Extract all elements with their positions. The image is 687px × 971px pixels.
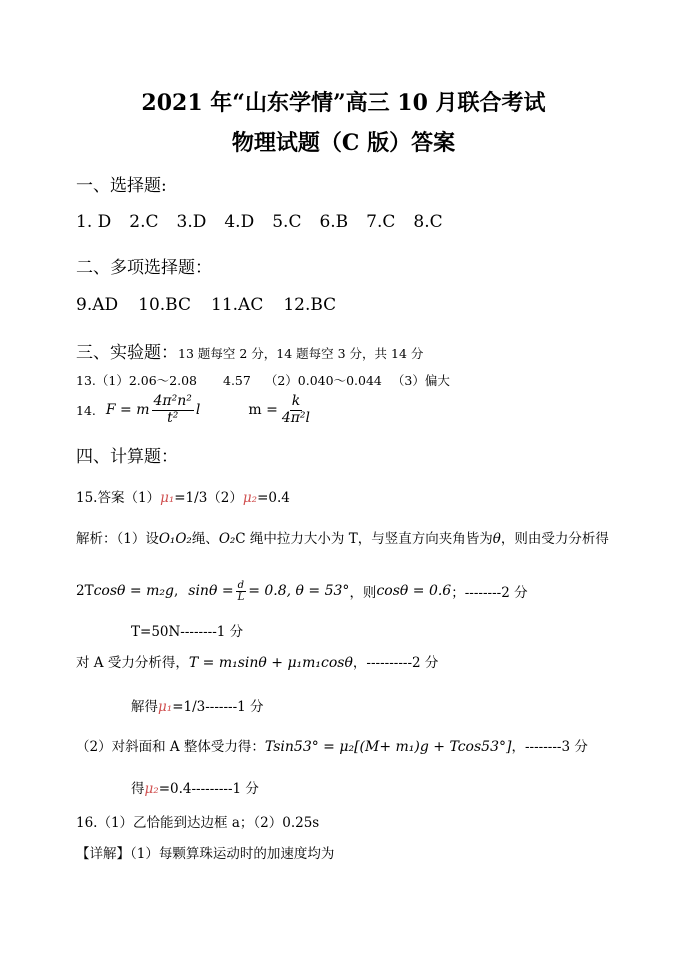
- q14-label: 14.: [76, 402, 96, 418]
- answer-10: 10.BC: [138, 295, 191, 315]
- eq-d: d: [237, 579, 245, 591]
- solve-mu1-symbol: μ₁: [158, 699, 173, 715]
- part2-prefix: （2）对斜面和 A 整体受力得：: [76, 739, 265, 755]
- eq-score: ；--------2 分: [451, 585, 528, 601]
- title-line-2: 物理试题（C 版）答案: [231, 130, 456, 156]
- q13-value-2: 4.57: [223, 373, 251, 388]
- q14-eq1-denominator: t²: [167, 409, 179, 426]
- section4-heading: 四、计算题：: [76, 447, 178, 467]
- answer-8: 8.C: [413, 212, 443, 232]
- q14-eq1-tail: l: [195, 402, 201, 418]
- o2-symbol: O₂: [218, 531, 236, 547]
- eq-theta-value: , θ = 53°: [286, 583, 350, 599]
- solve-mu1-prefix: 解得: [131, 699, 158, 715]
- q15-answer-2: =0.4: [257, 490, 290, 506]
- eq-sin-value: = 0.8: [248, 583, 287, 599]
- analysis-part-b: 绳、: [191, 531, 219, 547]
- a-force-prefix: 对 A 受力分析得，: [76, 655, 189, 671]
- eq-2t: 2T: [76, 583, 94, 599]
- answer-2: 2.C: [129, 212, 159, 232]
- q15-answer-1: =1/3（2）: [174, 490, 243, 506]
- o1o2-symbol: O₁O₂: [158, 531, 192, 547]
- answer-12: 12.BC: [283, 295, 337, 315]
- part2-equation: Tsin53° = μ₂[(M+ m₁)g + Tcos53°]: [264, 739, 512, 755]
- eq-then: ，则: [349, 585, 377, 601]
- answer-11: 11.AC: [211, 295, 264, 315]
- solve-mu1-value: =1/3-------1 分: [172, 699, 264, 715]
- answer-4: 4.D: [224, 212, 255, 232]
- theta-symbol: θ: [492, 531, 501, 547]
- eq-sin-theta: sinθ =: [188, 583, 234, 599]
- section2-heading: 二、多项选择题：: [76, 258, 212, 278]
- q14-eq1-numerator: 4π²n²: [153, 393, 192, 410]
- answer-6: 6.B: [319, 212, 349, 232]
- a-force-score: ，----------2 分: [352, 655, 439, 671]
- solve-mu2-prefix: 得: [131, 781, 145, 797]
- section1-answers: [76, 212, 443, 232]
- q15-answer-prefix: 15.答案（1）: [76, 490, 161, 506]
- solve-mu2-line: [131, 777, 259, 797]
- q15-equation-line: [76, 574, 528, 608]
- a-force-equation: T = m₁sinθ + μ₁m₁cosθ: [188, 655, 353, 671]
- eq-cos-value: cosθ = 0.6: [376, 583, 452, 599]
- q14-eq2-denominator: 4π²l: [281, 409, 311, 426]
- mu2-symbol: μ₂: [242, 490, 258, 506]
- eq-cos-balance: cosθ = m₂g: [93, 583, 174, 599]
- q16-answer-line: 16.（1）乙恰能到达边框 a；（2）0.25s: [76, 815, 320, 831]
- t-value-line: T=50N--------1 分: [131, 624, 244, 640]
- answer-1: 1. D: [76, 212, 112, 232]
- q14-eq2-numerator: k: [291, 393, 301, 410]
- q14-eq1-fraction: [152, 394, 194, 426]
- section3-note: 13 题每空 2 分，14 题每空 3 分，共 14 分: [178, 346, 424, 361]
- section3-heading-line: [76, 338, 423, 363]
- solve-mu1-line: [131, 695, 264, 715]
- q14-line: [76, 390, 314, 430]
- q15-analysis-line: [76, 527, 609, 547]
- section1-heading: 一、选择题:: [76, 176, 167, 196]
- analysis-part-c: C 绳中拉力大小为 T，与竖直方向夹角皆为: [235, 531, 493, 547]
- q14-eq2-lhs: m =: [248, 402, 278, 418]
- q16-detail-line: 【详解】（1）每颗算珠运动时的加速度均为: [76, 846, 335, 862]
- solve-mu2-value: =0.4---------1 分: [158, 781, 259, 797]
- q13-line: [76, 371, 450, 389]
- q13-part2: （2）0.040～0.044: [264, 373, 382, 388]
- q14-eq1-lhs: F = m: [105, 402, 150, 418]
- part2-line: [76, 735, 588, 755]
- q15-answer-line: [76, 486, 290, 506]
- a-force-line: [76, 651, 438, 671]
- title-line-1: 2021 年“山东学情”高三 10 月联合考试: [141, 90, 546, 116]
- answer-9: 9.AD: [76, 295, 119, 315]
- answer-5: 5.C: [272, 212, 302, 232]
- section3-heading: 三、实验题：: [76, 343, 178, 363]
- q14-eq2-fraction: [280, 394, 312, 426]
- eq-comma-1: ,: [173, 583, 179, 599]
- q13-label: 13.（1）2.06～2.08: [76, 373, 197, 388]
- part2-score: ，--------3 分: [511, 739, 588, 755]
- answer-7: 7.C: [366, 212, 396, 232]
- section2-answers: [76, 295, 336, 315]
- analysis-part-a: 解析：（1）设: [76, 531, 159, 547]
- analysis-part-d: ，则由受力分析得: [500, 531, 609, 547]
- mu1-symbol: μ₁: [160, 490, 175, 506]
- eq-d-over-l: [236, 580, 247, 603]
- q13-part3: （3）偏大: [391, 373, 450, 388]
- answer-3: 3.D: [176, 212, 207, 232]
- solve-mu2-symbol: μ₂: [144, 781, 159, 797]
- eq-l: L: [237, 591, 245, 603]
